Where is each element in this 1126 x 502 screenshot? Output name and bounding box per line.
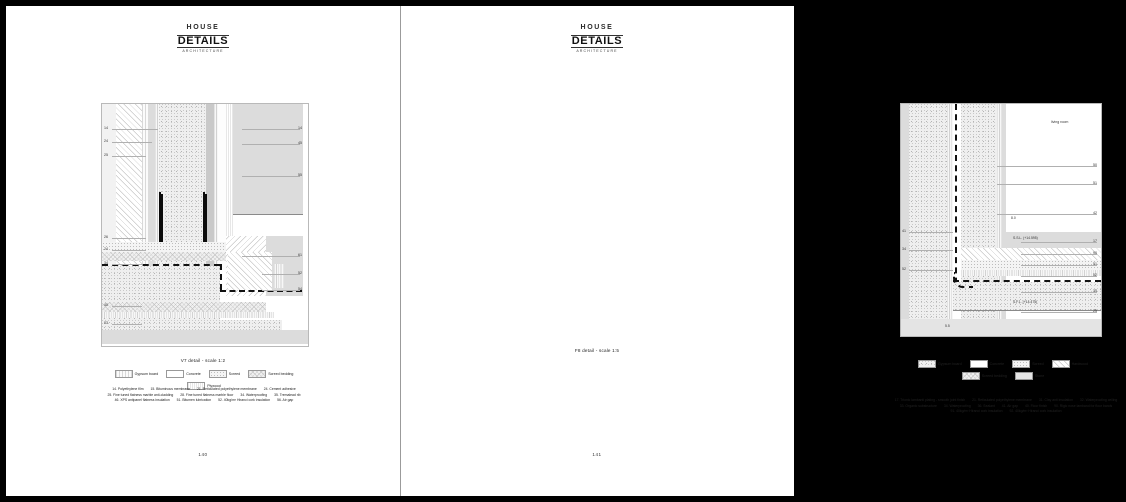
layer-edge-insulation: [274, 264, 284, 288]
leader-line: [1021, 312, 1097, 313]
callout-tag: 23: [104, 321, 108, 325]
callout-tag: 26: [104, 235, 108, 239]
material-item: 21. Reticulated polyethylene membrane: [197, 387, 257, 391]
layer-external-render: [901, 104, 909, 336]
callout-tag: 14: [104, 126, 108, 130]
callout-tag: 90: [1093, 251, 1097, 255]
material-item: 25. Fine tuned flatness marble anti-cladding: [107, 392, 174, 397]
book-spread: [6, 6, 1118, 496]
leader-line: [909, 270, 953, 271]
legend-swatch-screed: [209, 370, 227, 378]
callout-tag: 52: [298, 271, 302, 275]
detail-caption-left: V7 detail - scale 1:2: [180, 358, 226, 363]
legend-label: Gypsum board: [134, 372, 159, 376]
callout-tag: 50: [1093, 163, 1097, 167]
legend-label: Screed: [1032, 362, 1044, 366]
legend-item: [248, 370, 293, 378]
material-item: 34. Waterproofing: [943, 403, 971, 408]
leader-line: [1021, 254, 1097, 255]
material-item: 52. 40kg/m³ Hiranci cork insulation: [218, 398, 271, 403]
callout-tag: 34: [104, 261, 108, 265]
leader-line: [112, 156, 146, 157]
layer-base-insulation: [102, 302, 266, 312]
legend-label: Concrete: [989, 362, 1005, 366]
slab-soffit-line: [953, 310, 1101, 311]
callout-tag: 25: [1093, 309, 1097, 313]
material-item: 91. 40kg/m³ Hiranci cork insulation: [950, 409, 1003, 414]
material-item: 33. Organic substructure: [899, 403, 937, 408]
brand-line-3: ARCHITECTURE: [182, 49, 224, 53]
page-number-left: 140: [198, 452, 208, 457]
leader-line: [112, 264, 142, 265]
material-item: 28. Fine tuned flatness marble floor: [180, 392, 234, 397]
waterproof-membrane-upstand: [220, 264, 222, 290]
leader-line: [112, 238, 146, 239]
legend-item: [918, 360, 962, 368]
leader-line: [262, 274, 300, 275]
material-item: 35. Tremalead rib: [274, 392, 301, 397]
leader-line: [1021, 242, 1097, 243]
leader-line: [242, 256, 300, 257]
layer-floor-finish: [1006, 232, 1101, 248]
layer-external-concrete: [909, 104, 947, 319]
detail-drawing-v7: [101, 103, 309, 347]
legend-right: [898, 360, 1108, 380]
leader-line: [112, 129, 158, 130]
leader-line: [242, 144, 300, 145]
detail-drawing-f8: [900, 103, 1102, 337]
callout-tag: 52: [902, 267, 906, 271]
legend-swatch-concrete: [970, 360, 988, 368]
leader-line: [112, 306, 142, 307]
material-item: 46. XPS antipanel flatness insulation: [114, 398, 170, 403]
material-item: 32. Waterproofing ceiling: [1079, 398, 1118, 402]
material-item: 17. Trionic lambanti plating - smooth joint finish: [894, 398, 966, 402]
u-channel-profile: [161, 194, 207, 244]
callout-tag: 45: [298, 141, 302, 145]
callout-tag: 24: [104, 139, 108, 143]
legend-swatch-screed-bedding: [962, 372, 980, 380]
callout-tag: 51: [1093, 262, 1097, 266]
brand-line-3: ARCHITECTURE: [576, 49, 618, 53]
material-item: 51. Bitumen lubrication: [176, 398, 212, 403]
legend-item: [209, 370, 240, 378]
leader-line: [1021, 292, 1097, 293]
brand-line-1: HOUSE: [186, 24, 220, 31]
layer-plywood: [226, 104, 233, 236]
callout-tag: 24: [104, 247, 108, 251]
spread-gutter: [400, 6, 401, 496]
leader-line: [242, 176, 300, 177]
material-item: 41. Air gap: [1001, 403, 1018, 408]
callout-tag: 14: [298, 126, 302, 130]
callout-tag: 41: [902, 229, 906, 233]
callout-tag: 51: [1093, 181, 1097, 185]
legend-label: Screed bedding: [268, 372, 294, 376]
leader-line: [909, 232, 953, 233]
material-item: 56. Air gap: [277, 398, 294, 403]
layer-floor-slab: [953, 282, 1101, 310]
legend-swatch-gypsum-board: [115, 370, 133, 378]
brand-logo-left: [6, 24, 400, 54]
legend-label: Concrete: [186, 372, 201, 376]
brand-line-2: DETAILS: [177, 35, 229, 47]
dimension-label: 8.0: [1011, 216, 1016, 220]
brand-line-1: HOUSE: [580, 24, 614, 31]
layer-levelling: [102, 312, 274, 318]
legend-label: Screed bedding: [981, 374, 1007, 378]
left-page: [6, 6, 400, 496]
legend-swatch-gypsum-board: [918, 360, 936, 368]
legend-swatch-screed: [1012, 360, 1030, 368]
callout-tag: 54: [298, 287, 302, 291]
material-item: 31. Clay anti insulation: [1038, 398, 1073, 402]
callout-tag: 55: [298, 173, 302, 177]
right-page: [400, 6, 1118, 496]
brand-logo-right: [400, 24, 794, 54]
leader-line: [1021, 276, 1097, 277]
legend-item: [970, 360, 1005, 368]
legend-label: Screed: [228, 372, 241, 376]
legend-swatch-concrete: [166, 370, 184, 378]
legend-item: [962, 372, 1007, 380]
material-item: 34. Waterproofing: [240, 392, 268, 397]
legend-label: Gypsum board: [938, 362, 962, 366]
callout-tag: 40: [104, 303, 108, 307]
callout-tag: 34: [1093, 289, 1097, 293]
layer-ground: [102, 330, 308, 344]
leader-line: [112, 250, 146, 251]
material-item: 36. Sealant: [977, 403, 995, 408]
leader-line: [997, 184, 1097, 185]
callout-tag: 17: [1093, 239, 1097, 243]
leader-line: [909, 250, 953, 251]
legend-swatch-stone: [1015, 372, 1033, 380]
material-item: 24. Cement adhesive: [263, 387, 296, 391]
legend-item: [1052, 360, 1088, 368]
room-label: living room: [1051, 120, 1069, 124]
layer-external-panel: [233, 104, 303, 214]
leader-line: [112, 142, 152, 143]
callout-tag: 61: [298, 253, 302, 257]
page-number-right: 141: [592, 452, 602, 457]
layer-substrate: [901, 319, 1101, 336]
detail-caption-right: F8 detail - scale 1:5: [574, 348, 620, 353]
legend-label: Stone: [1034, 374, 1045, 378]
callout-tag: 34: [902, 247, 906, 251]
material-item: 90. Rigic nose lamband for floor bands: [1054, 403, 1113, 408]
legend-swatch-screed-bedding: [248, 370, 266, 378]
leader-line: [242, 129, 300, 130]
layer-xps-insulation: [102, 252, 226, 261]
leader-line: [1021, 265, 1097, 266]
material-item: 21. Reticulated polyethylene membrane: [972, 398, 1032, 402]
level-mark-sfl: S.F.L. (+14.475): [1013, 300, 1038, 304]
leader-line: [997, 214, 1097, 215]
legend-label: Plywood: [207, 384, 221, 388]
leader-line: [112, 324, 142, 325]
brand-line-2: DETAILS: [571, 35, 623, 47]
level-mark-ssl: S.S.L. (+14.595): [1013, 236, 1038, 240]
material-list-right: [886, 398, 1126, 415]
material-item: 14. Polyethylene film: [112, 387, 144, 391]
legend-item: [166, 370, 201, 378]
material-item: 15. Bituminous membrane: [150, 387, 191, 391]
callout-tag: 42: [1093, 211, 1097, 215]
legend-item: [1015, 372, 1044, 380]
panel-edge-line: [233, 214, 303, 215]
dimension-label: 5.5: [945, 324, 950, 328]
material-list-left: [84, 387, 324, 404]
layer-ext-ground-hatch: [228, 252, 272, 290]
leader-line: [262, 290, 300, 291]
legend-label: Hardwood: [1071, 362, 1088, 366]
leader-line: [997, 166, 1097, 167]
callout-tag: 52: [1093, 273, 1097, 277]
legend-swatch-hardwood: [1052, 360, 1070, 368]
material-item: 40. Floor finish: [1024, 403, 1048, 408]
legend-item: [1012, 360, 1043, 368]
material-item: 92. 40kg/m³ Hiranci cork insulation: [1009, 409, 1062, 414]
membrane-cove-return: [953, 272, 973, 288]
legend-item: [115, 370, 159, 378]
callout-tag: 25: [104, 153, 108, 157]
